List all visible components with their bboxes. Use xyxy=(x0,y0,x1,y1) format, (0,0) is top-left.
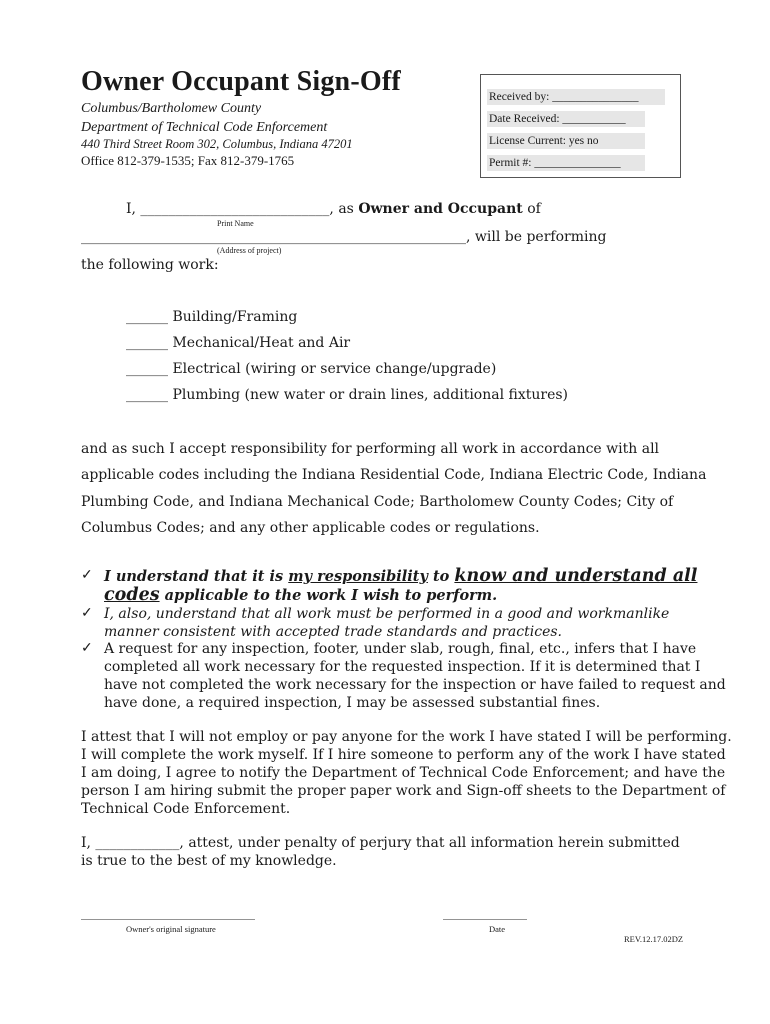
checkmark-icon: ✓ xyxy=(81,567,93,583)
date-line[interactable]: ______________ xyxy=(443,906,527,920)
check-3-line: completed all work necessary for the requested inspection. If it is determined that I xyxy=(104,659,701,675)
work-item-building[interactable]: ______ Building/Framing xyxy=(126,309,298,325)
department-name: Department of Technical Code Enforcement xyxy=(81,120,328,135)
address-label: (Address of project) xyxy=(217,246,282,255)
work-item-electrical[interactable]: ______ Electrical (wiring or service change/upgrade) xyxy=(126,361,497,377)
work-item-plumbing[interactable]: ______ Plumbing (new water or drain lines, additional fixtures) xyxy=(126,387,569,403)
owner-occupant-label: Owner and Occupant xyxy=(358,201,523,217)
license-current-field[interactable]: License Current: yes no xyxy=(487,133,645,149)
print-name-label: Print Name xyxy=(217,219,254,228)
know-understand-text: know and understand all xyxy=(454,566,698,586)
owner-name-prefix: I, ___________________________, as xyxy=(126,201,359,217)
checkmark-icon: ✓ xyxy=(81,605,93,621)
responsibility-line: Columbus Codes; and any other applicable codes or regulations. xyxy=(81,520,540,536)
attest-line: I attest that I will not employ or pay anyone for the work I have stated I will be performing. xyxy=(81,729,732,745)
responsibility-line: Plumbing Code, and Indiana Mechanical Code; Bartholomew County Codes; City of xyxy=(81,494,674,510)
office-use-box xyxy=(480,74,681,178)
county-name: Columbus/Bartholomew County xyxy=(81,101,262,116)
check-2-line-1: I, also, understand that all work must be performed in a good and workmanlike xyxy=(104,606,670,622)
date-received-field[interactable]: Date Received: ___________ xyxy=(487,111,645,127)
revision-code: REV.12.17.02DZ xyxy=(624,934,684,944)
department-address: 440 Third Street Room 302, Columbus, Indiana 47201 xyxy=(81,137,353,151)
owner-name-suffix: of xyxy=(522,201,541,217)
my-responsibility-text: my responsibility xyxy=(288,568,428,585)
attest-line: Technical Code Enforcement. xyxy=(81,801,291,817)
responsibility-line: and as such I accept responsibility for performing all work in accordance with all xyxy=(81,441,660,457)
attest-line: I will complete the work myself. If I hire someone to perform any of the work I have stated xyxy=(81,747,726,763)
permit-number-field[interactable]: Permit #: _______________ xyxy=(487,155,645,171)
perjury-line: is true to the best of my knowledge. xyxy=(81,853,337,869)
page-title: Owner Occupant Sign-Off xyxy=(81,66,401,97)
date-label: Date xyxy=(489,924,506,934)
signature-label: Owner's original signature xyxy=(126,924,216,934)
work-item-mechanical[interactable]: ______ Mechanical/Heat and Air xyxy=(126,335,351,351)
following-work-text: the following work: xyxy=(81,257,219,273)
check-2-line-2: manner consistent with accepted trade standards and practices. xyxy=(104,624,562,640)
check-3-line: have not completed the work necessary for the inspection or have failed to request and xyxy=(104,677,726,693)
owner-name-line[interactable] xyxy=(126,201,541,217)
check-3-line: have done, a required inspection, I may be assessed substantial fines. xyxy=(104,695,601,711)
signature-line[interactable]: _____________________________ xyxy=(81,906,255,920)
perjury-line[interactable]: I, ____________, attest, under penalty of perjury that all information herein submitted xyxy=(81,835,680,851)
check-1-line-2: codes applicable to the work I wish to perform. xyxy=(104,585,498,605)
project-address-line[interactable]: _______________________________________________________, will be performing xyxy=(81,229,607,245)
attest-line: person I am hiring submit the proper paper work and Sign-off sheets to the Department of xyxy=(81,783,726,799)
codes-text: codes xyxy=(104,585,160,605)
check-1-line-1: I understand that it is my responsibility to know and understand all xyxy=(104,566,698,586)
department-phone-fax: Office 812-379-1535; Fax 812-379-1765 xyxy=(81,153,295,168)
attest-line: I am doing, I agree to notify the Department of Technical Code Enforcement; and have the xyxy=(81,765,726,781)
responsibility-line: applicable codes including the Indiana Residential Code, Indiana Electric Code, Indiana xyxy=(81,467,707,483)
check-3-line: A request for any inspection, footer, under slab, rough, final, etc., infers that I have xyxy=(104,641,697,657)
received-by-field[interactable]: Received by: _______________ xyxy=(487,89,665,105)
checkmark-icon: ✓ xyxy=(81,640,93,656)
